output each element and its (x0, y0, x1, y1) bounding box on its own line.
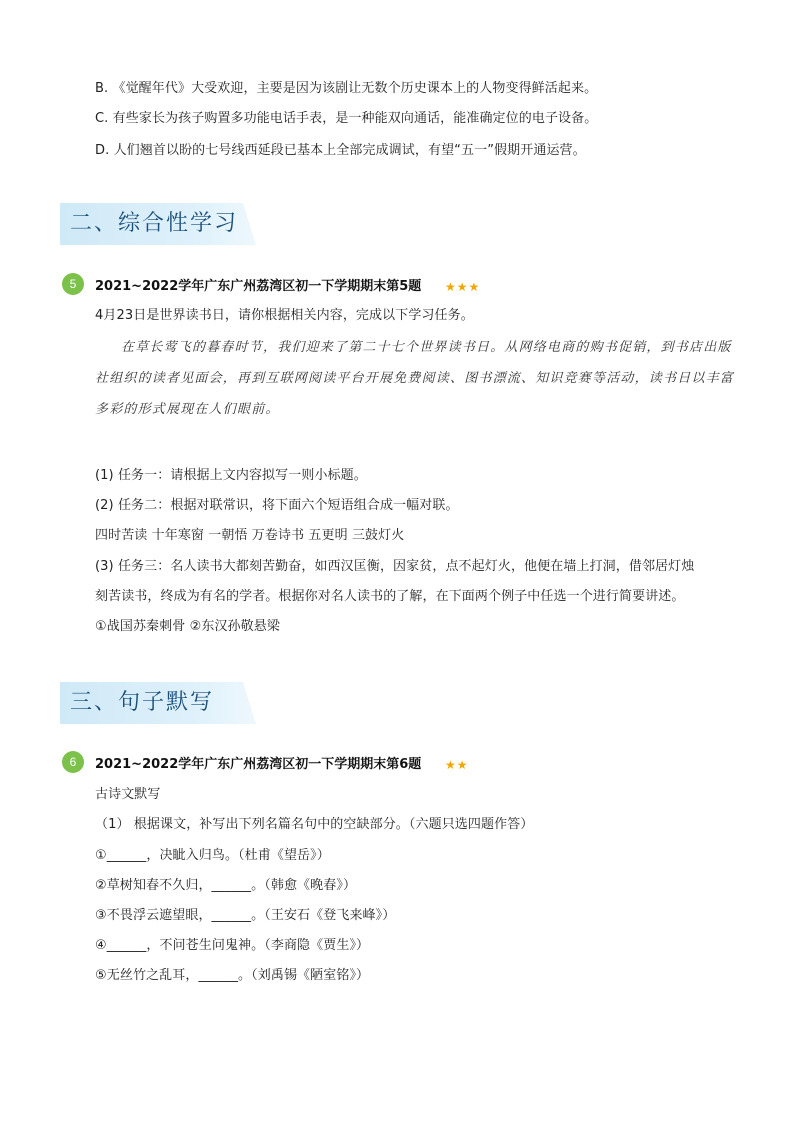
option-c: C. 有些家长为孩子购置多功能电话手表，是一种能双向通话，能准确定位的电子设备。 (95, 111, 598, 126)
task-2: (2) 任务二：根据对联常识，将下面六个短语组合成一幅对联。 (95, 498, 459, 513)
task-3-line-1: (3) 任务三：名人读书大都刻苦勤奋，如西汉匡衡，因家贫，点不起灯火，他便在墙上打洞，借邻居灯烛 (95, 559, 695, 574)
passage-line-1: 在草长莺飞的暮春时节，我们迎来了第二十七个世界读书日。从网络电商的购书促销，到书店出版 (121, 340, 732, 355)
task-3-examples: ①战国苏秦刺骨 ②东汉孙敬悬梁 (95, 619, 280, 634)
section-3-title: 三、句子默写 (70, 690, 215, 715)
option-b: B. 《觉醒年代》大受欢迎，主要是因为该剧让无数个历史课本上的人物变得鲜活起来。 (95, 81, 598, 96)
question-5-source: 2021~2022学年广东广州荔湾区初一下学期期末第5题 (95, 279, 422, 294)
question-5-difficulty-stars: ★★★ (445, 280, 481, 294)
dictation-item-4: ④______，不问苍生问鬼神。（李商隐《贾生》） (95, 938, 370, 953)
section-2-title: 二、综合性学习 (70, 211, 239, 236)
dictation-item-1: ①______，决眦入归鸟。（杜甫《望岳》） (95, 848, 330, 863)
question-5-intro: 4月23日是世界读书日，请你根据相关内容，完成以下学习任务。 (95, 308, 474, 323)
question-6-instruction: （1） 根据课文，补写出下列名篇名句中的空缺部分。（六题只选四题作答） (95, 817, 534, 832)
question-6-source: 2021~2022学年广东广州荔湾区初一下学期期末第6题 (95, 757, 422, 772)
question-6-badge: 6 (62, 751, 84, 773)
dictation-item-5: ⑤无丝竹之乱耳，______。（刘禹锡《陋室铭》） (95, 968, 370, 983)
couplet-phrases: 四时苦读 十年寒窗 一朝悟 万卷诗书 五更明 三鼓灯火 (95, 528, 405, 543)
passage-line-3: 多彩的形式展现在人们眼前。 (95, 402, 280, 417)
option-d: D. 人们翘首以盼的七号线西延段已基本上全部完成调试，有望“五一”假期开通运营。 (95, 143, 586, 158)
question-6-difficulty-stars: ★★ (445, 758, 469, 772)
task-1: (1) 任务一：请根据上文内容拟写一则小标题。 (95, 468, 367, 483)
dictation-item-2: ②草树知春不久归，______。（韩愈《晚春》） (95, 878, 357, 893)
dictation-item-3: ③不畏浮云遮望眼，______。（王安石《登飞来峰》） (95, 908, 396, 923)
question-6-intro: 古诗文默写 (95, 787, 161, 802)
passage-line-2: 社组织的读者见面会，再到互联网阅读平台开展免费阅读、图书漂流、知识竞赛等活动，读书日以丰富 (95, 371, 735, 386)
question-5-badge: 5 (62, 273, 84, 295)
task-3-line-2: 刻苦读书，终成为有名的学者。根据你对名人读书的了解，在下面两个例子中任选一个进行简要讲述。 (95, 589, 685, 604)
